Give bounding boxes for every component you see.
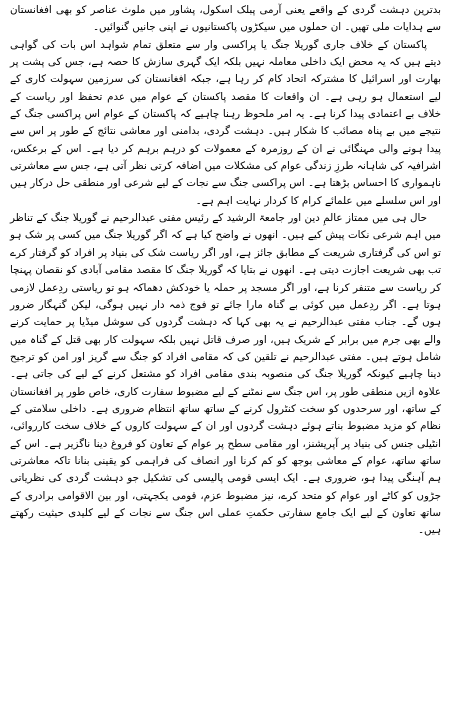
article-paragraph-proxy-war: پاکستان کے خلاف جاری گوریلا جنگ یا پراکسی وار سے متعلق تمام شواہد اس بات کی گواہی دیتے ہیں کہ یہ محض ایک داخلی معاملہ نہیں بلکہ ایک گہری سازش کا حصہ ہے، جس کی پشت پر بھارت اور اسرائیل کا مشترکہ اتحاد کام کر رہا ہے، جبکہ افغانستان کی سرزمین سہولت کاری کے لیے استعمال ہو رہی ہے۔ ان واقعات کا مقصد پاکستان کے عوام میں عدم تحفظ اور ریاست کے خلاف بے اعتمادی پیدا کرنا ہے۔ یہ امر ملحوظ رہنا چاہیے کہ پاکستان کے عوام اس پراکسی جنگ کے نتیجے میں بے پناہ مصائب کا شکار ہیں۔ دہشت گردی، بدامنی اور معاشی نتائج کے طور پر اس سے پیدا ہونے والی مہنگائی نے ان کے روزمرہ کے معمولات کو درہم برہم کر دیا ہے۔ اس کے برعکس، اشرافیہ کی شاہانہ طرزِ زندگی عوام کی مشکلات میں اضافہ کرتی نظر آتی ہے، جس سے معاشرتی ناہمواری کا احساس بڑھتا ہے۔ اس پراکسی جنگ سے نجات کے لیے شرعی اور منطقی حل درکار ہیں اور اس سلسلے میں علمائے کرام کا کردار نہایت اہم ہے۔ xyxy=(10,38,441,207)
article-body xyxy=(10,2,441,540)
article-paragraph-opening: بدترین دہشت گردی کے واقعے یعنی آرمی پبلک اسکول، پشاور میں ملوث عناصر کو بھی افغانستان سے ہدایات ملی تھیں۔ ان حملوں میں سیکڑوں پاکستانیوں نے اپنی جانیں گنوائیں۔ xyxy=(10,4,441,34)
article-paragraph-religious-guidance: حال ہی میں ممتاز عالمِ دین اور جامعۃ الرشید کے رئیس مفتی عبدالرحیم نے گوریلا جنگ کے تناظر میں اہم شرعی نکات پیش کیے ہیں۔ انھوں نے واضح کیا ہے کہ اگر گوریلا جنگ میں کسی پر شک ہو تو اس کی گرفتاری شریعت کے مطابق جائز ہے، اور اگر ریاست شک کی بنیاد پر افراد کو گرفتار کرے تب بھی شریعت اجازت دیتی ہے۔ انھوں نے بتایا کہ گوریلا جنگ کا مقصد مقامی آبادی کو نقصان پہنچا کر ریاست سے متنفر کرنا ہے، اور اگر مسجد پر حملہ یا خودکش دھماکہ ہو تو ریاستی ردِعمل لازمی ہوتا ہے۔ اگر ردِعمل میں کوئی بے گناہ مارا جائے تو فوج ذمہ دار نہیں ہوگی، لیکن گنہگار ضرور ہوں گے۔ جناب مفتی عبدالرحیم نے یہ بھی کہا کہ دہشت گردوں کی سوشل میڈیا پر حمایت کرنے والے بھی جرم میں برابر کے شریک ہیں، اور صرف قاتل نہیں بلکہ سہولت کار بھی قتل کے گناہ میں شامل ہوتے ہیں۔ مفتی عبدالرحیم نے تلقین کی کہ مقامی افراد کو جنگ سے گریز اور امن کو ترجیح دینا چاہیے کیونکہ گوریلا جنگ کی منصوبہ بندی مقامی افراد کو مشتعل کرنے کے لیے کی جاتی ہے۔ علاوہ ازیں منطقی طور پر، اس جنگ سے نمٹنے کے لیے مضبوط سفارت کاری، خاص طور پر افغانستان کے ساتھ، اور سرحدوں کو سخت کنٹرول کرنے کے ساتھ ساتھ انتظام ضروری ہے۔ داخلی سلامتی کے نظام کو مزید مضبوط بناتے ہوئے دہشت گردوں اور ان کے سہولت کاروں کے خلاف سخت کارروائی، انٹیلی جنس کی بنیاد پر آپریشنز، اور مقامی سطح پر عوام کے تعاون کو فروغ دینا ناگزیر ہے۔ اس کے ساتھ ساتھ، عوام کے معاشی بوجھ کو کم کرنا اور انصاف کی فراہمی کو یقینی بنانا تاکہ معاشرتی ہم آہنگی پیدا ہو، ضروری ہے۔ ایک ایسی قومی پالیسی کی تشکیل جو دہشت گردی کی نظریاتی جڑوں کو کاٹے اور عوام کو متحد کرے، نیز مضبوط عزم، قومی یکجہتی، اور بین الاقوامی برادری کے ساتھ تعاون کے لیے ایک جامع سفارتی حکمتِ عملی اس جنگ سے نجات کے لیے کلیدی حیثیت رکھتے ہیں۔ xyxy=(10,212,441,537)
